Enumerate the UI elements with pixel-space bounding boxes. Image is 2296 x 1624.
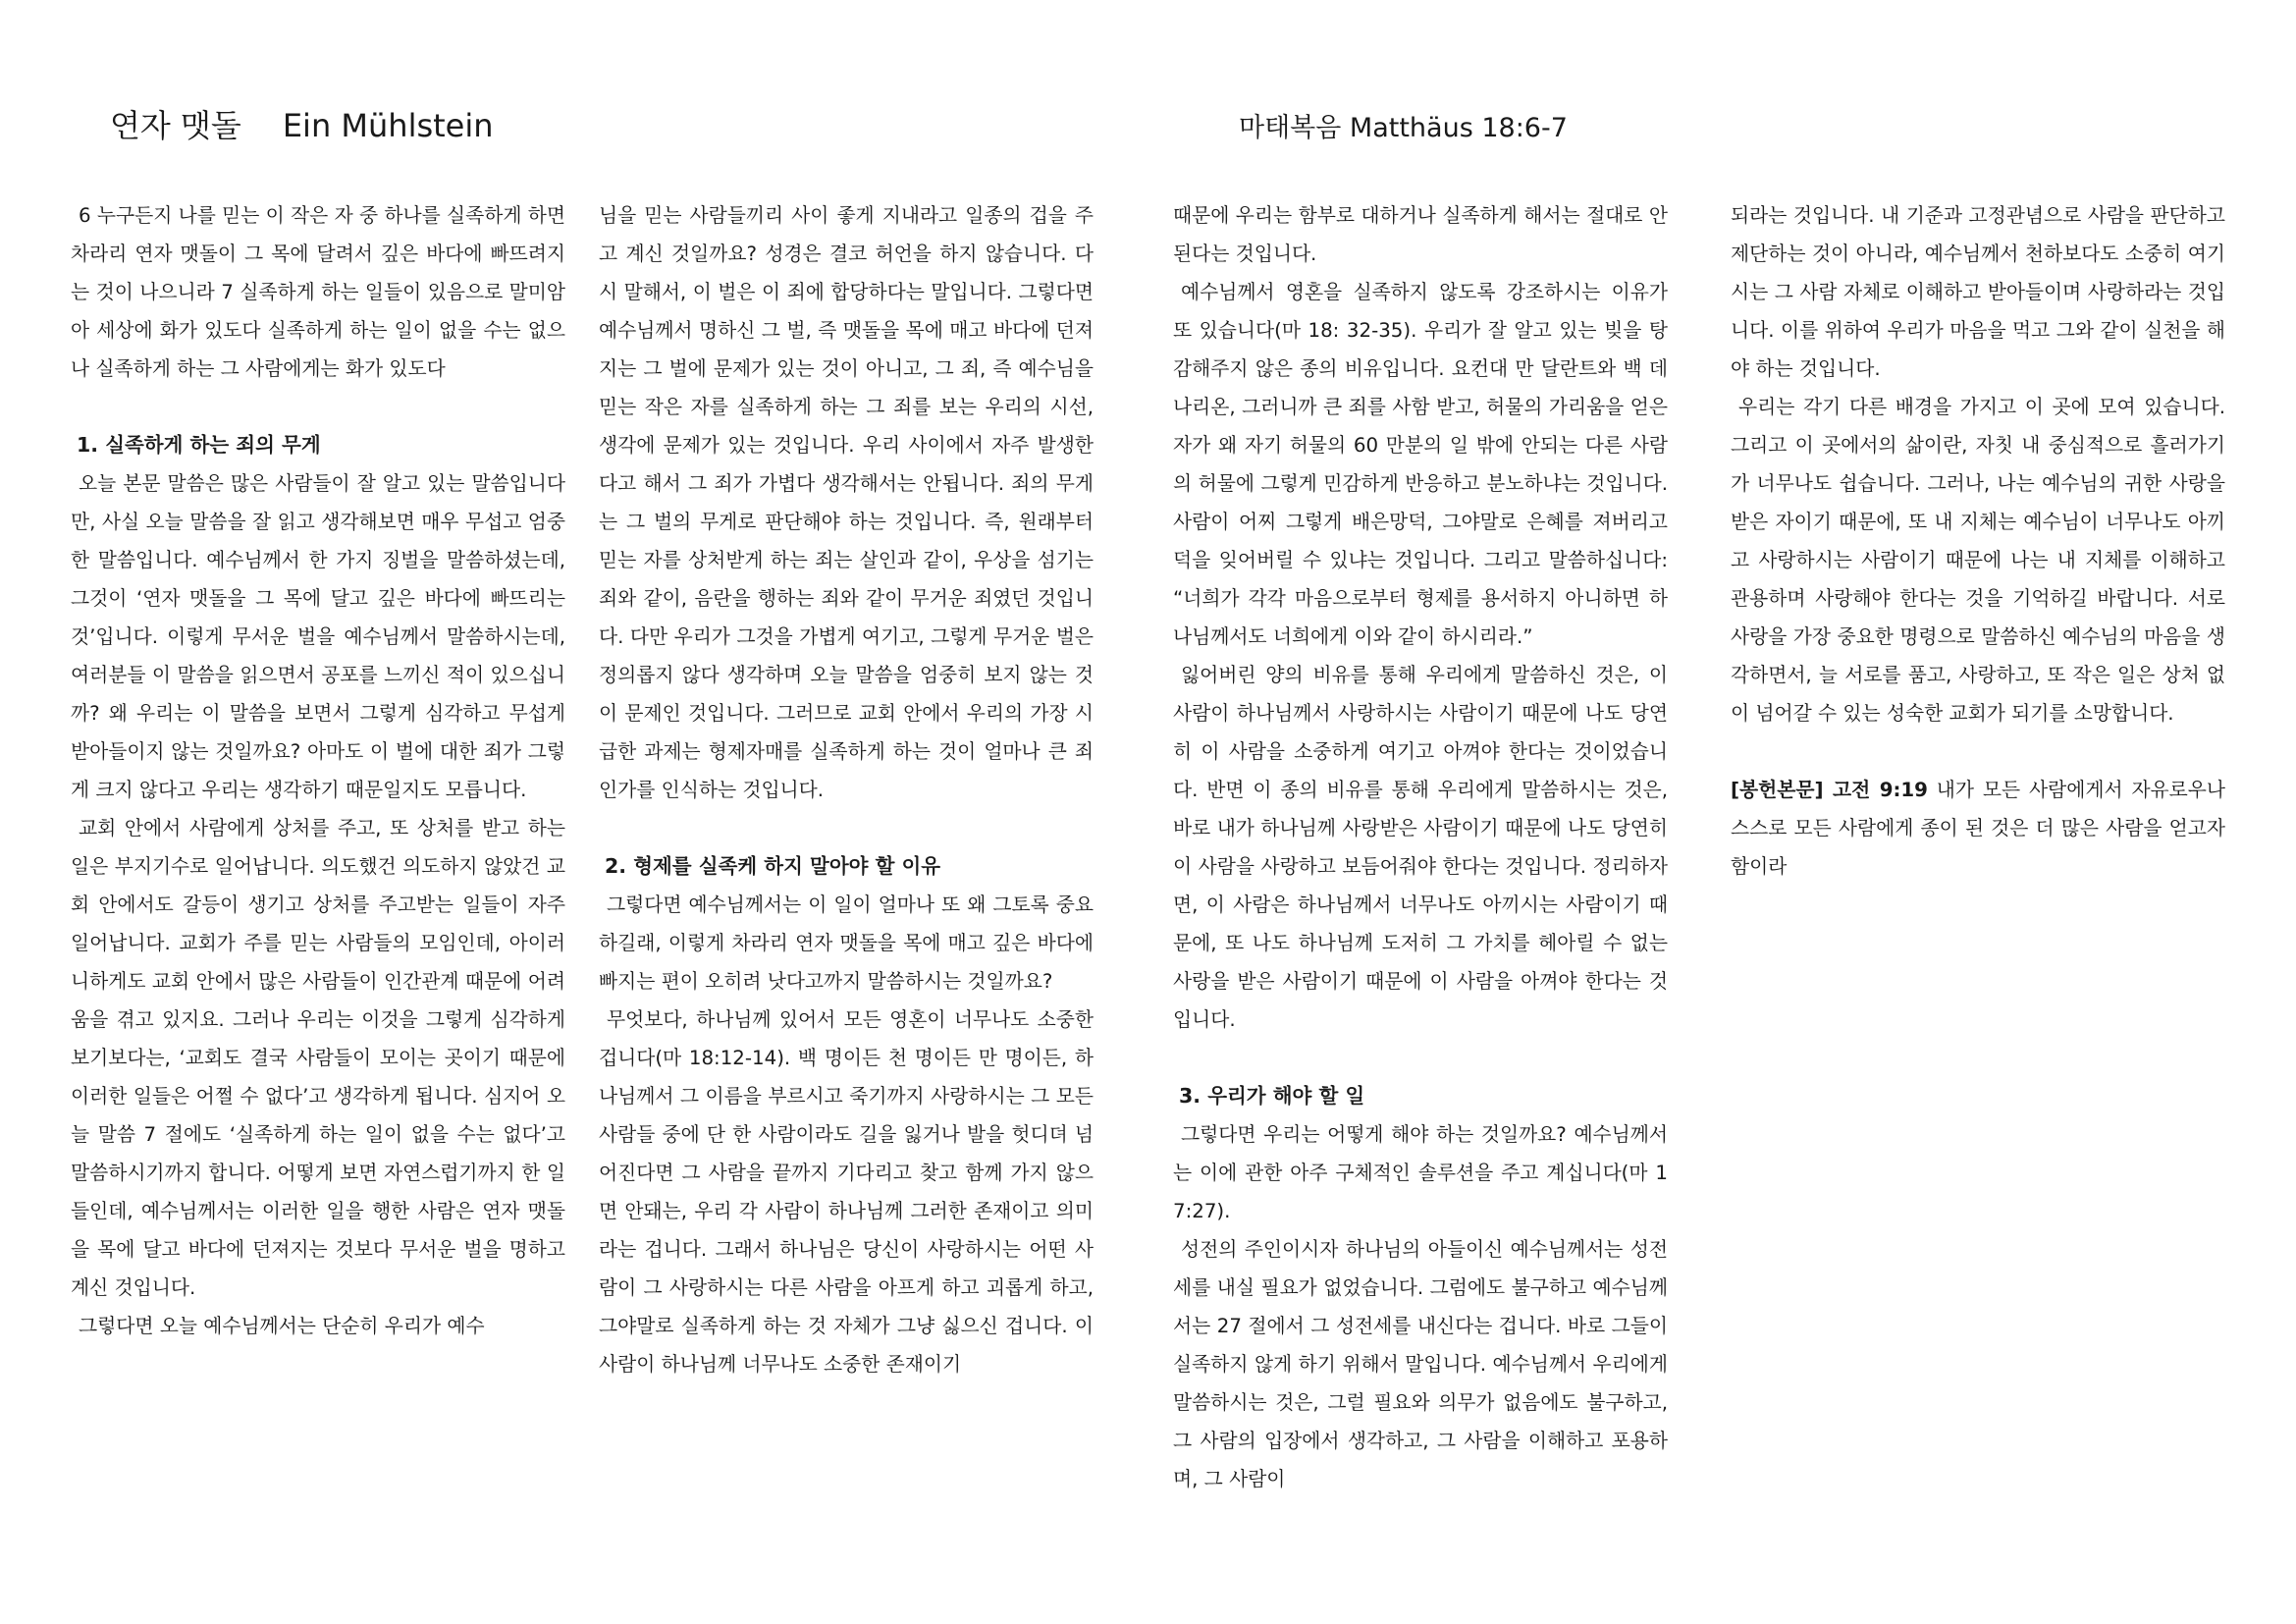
paragraph: 성전의 주인이시자 하나님의 아들이신 예수님께서는 성전세를 내실 필요가 없었습니다. 그럼에도 불구하고 예수님께서는 27 절에서 그 성전세를 내신다는 겁니다. 바로 그들이 실족하지 않게 하기 위해서 말입니다. 예수님께서 우리에게 말씀하시는 것은, 그럴 필요와 의무가 없음에도 불구하고, 그 사람의 입장에서 생각하고, 그 사람을 이해하고 포용하며, 그 사람이 xyxy=(1173,1238,1668,1490)
paragraph: 예수님께서 영혼을 실족하지 않도록 강조하시는 이유가 또 있습니다(마 18: 32-35). 우리가 잘 알고 있는 빚을 탕감해주지 않은 종의 비유입니다. 요컨대 만 달란트와 백 데나리온, 그러니까 큰 죄를 사함 받고, 허물의 가리움을 얻은 자가 왜 자기 허물의 60 만분의 일 밖에 안되는 다른 사람의 허물에 그렇게 민감하게 반응하고 분노하냐는 것입니다. 사람이 어찌 그렇게 배은망덕, 그야말로 은혜를 져버리고 덕을 잊어버릴 수 있냐는 것입니다. 그리고 말씀하십니다: “너희가 각각 마음으로부터 형제를 용서하지 아니하면 하나님께서도 너희에게 이와 같이 하시리라.” xyxy=(1173,281,1668,648)
offering-text: 내가 모든 사람에게서 자유로우나 스스로 모든 사람에게 종이 된 것은 더 많은 사람을 얻고자 함이라 xyxy=(1731,779,2225,878)
section-heading-2: 2. 형제를 실족케 하지 말아야 할 이유 xyxy=(605,854,941,878)
scripture-reference: 마태복음 Matthäus 18:6-7 xyxy=(1239,113,1568,143)
paragraph: 때문에 우리는 함부로 대하거나 실족하게 해서는 절대로 안된다는 것입니다. xyxy=(1173,204,1668,265)
paragraph: 그렇다면 우리는 어떻게 해야 하는 것일까요? 예수님께서는 이에 관한 아주 구체적인 솔루션을 주고 계십니다(마 17:27). xyxy=(1173,1123,1668,1222)
paragraph: 교회 안에서 사람에게 상처를 주고, 또 상처를 받고 하는 일은 부지기수로 일어납니다. 의도했건 의도하지 않았건 교회 안에서도 갈등이 생기고 상처를 주고받는 일들이 자주 일어납니다. 교회가 주를 믿는 사람들의 모임인데, 아이러니하게도 교회 안에서 많은 사람들이 인간관계 때문에 어려움을 겪고 있지요. 그러나 우리는 이것을 그렇게 심각하게 보기보다는, ‘교회도 결국 사람들이 모이는 곳이기 때문에 이러한 일들은 어쩔 수 없다’고 생각하게 됩니다. 심지어 오늘 말씀 7 절에도 ‘실족하게 하는 일이 없을 수는 없다’고 말씀하시기까지 합니다. 어떻게 보면 자연스럽기까지 한 일들인데, 예수님께서는 이러한 일을 행한 사람은 연자 맷돌을 목에 달고 바다에 던져지는 것보다 무서운 벌을 명하고 계신 것입니다. xyxy=(71,817,565,1299)
paragraph: 님을 믿는 사람들끼리 사이 좋게 지내라고 일종의 겁을 주고 계신 것일까요? 성경은 결코 허언을 하지 않습니다. 다시 말해서, 이 벌은 이 죄에 합당하다는 말입니다. 그렇다면 예수님께서 명하신 그 벌, 즉 맷돌을 목에 매고 바다에 던져지는 그 벌에 문제가 있는 것이 아니고, 그 죄, 즉 예수님을 믿는 작은 자를 실족하게 하는 그 죄를 보는 우리의 시선, 생각에 문제가 있는 것입니다. 우리 사이에서 자주 발생한다고 해서 그 죄가 가볍다 생각해서는 안됩니다. 죄의 무게는 그 벌의 무게로 판단해야 하는 것입니다. 즉, 원래부터 믿는 자를 상처받게 하는 죄는 살인과 같이, 우상을 섬기는 죄와 같이, 음란을 행하는 죄와 같이 무거운 죄였던 것입니다. 다만 우리가 그것을 가볍게 여기고, 그렇게 무거운 벌은 정의롭지 않다 생각하며 오늘 말씀을 엄중히 보지 않는 것이 문제인 것입니다. 그러므로 교회 안에서 우리의 가장 시급한 과제는 형제자매를 실족하게 하는 것이 얼마나 큰 죄인가를 인식하는 것입니다. xyxy=(599,204,1094,801)
paragraph: 우리는 각기 다른 배경을 가지고 이 곳에 모여 있습니다. 그리고 이 곳에서의 삶이란, 자칫 내 중심적으로 흘러가기가 너무나도 쉽습니다. 그러나, 나는 예수님의 귀한 사랑을 받은 자이기 때문에, 또 내 지체는 예수님이 너무나도 아끼고 사랑하시는 사람이기 때문에 나는 내 지체를 이해하고 관용하며 사랑해야 한다는 것을 기억하길 바랍니다. 서로 사랑을 가장 중요한 명령으로 말씀하신 예수님의 마음을 생각하면서, 늘 서로를 품고, 사랑하고, 또 작은 일은 상처 없이 넘어갈 수 있는 성숙한 교회가 되기를 소망합니다. xyxy=(1731,396,2225,725)
offering-passage xyxy=(1731,771,2225,886)
paragraph: 잃어버린 양의 비유를 통해 우리에게 말씀하신 것은, 이 사람이 하나님께서 사랑하시는 사람이기 때문에 나도 당연히 이 사람을 소중하게 여기고 아껴야 한다는 것이었습니다. 반면 이 종의 비유를 통해 우리에게 말씀하시는 것은, 바로 내가 하나님께 사랑받은 사람이기 때문에 나도 당연히 이 사람을 사랑하고 보듬어줘야 한다는 것입니다. 정리하자면, 이 사람은 하나님께서 너무나도 아끼시는 사람이기 때문에, 또 나도 하나님께 도저히 그 가치를 헤아릴 수 없는 사랑을 받은 사람이기 때문에 이 사람을 아껴야 한다는 것입니다. xyxy=(1173,664,1668,1031)
paragraph: 되라는 것입니다. 내 기준과 고정관념으로 사람을 판단하고 제단하는 것이 아니라, 예수님께서 천하보다도 소중히 여기시는 그 사람 자체로 이해하고 받아들이며 사랑하라는 것입니다. 이를 위하여 우리가 마음을 먹고 그와 같이 실천을 해야 하는 것입니다. xyxy=(1731,204,2225,380)
paragraph: 오늘 본문 말씀은 많은 사람들이 잘 알고 있는 말씀입니다만, 사실 오늘 말씀을 잘 읽고 생각해보면 매우 무섭고 엄중한 말씀입니다. 예수님께서 한 가지 징벌을 말씀하셨는데, 그것이 ‘연자 맷돌을 그 목에 달고 깊은 바다에 빠뜨리는 것’입니다. 이렇게 무서운 벌을 예수님께서 말씀하시는데, 여러분들 이 말씀을 읽으면서 공포를 느끼신 적이 있으십니까? 왜 우리는 이 말씀을 보면서 그렇게 심각하고 무섭게 받아들이지 않는 것일까요? 아마도 이 벌에 대한 죄가 그렇게 크지 않다고 우리는 생각하기 때문일지도 모릅니다. xyxy=(71,472,565,801)
offering-label: [봉헌본문] 고전 9:19 xyxy=(1731,779,1928,801)
column-1 xyxy=(71,196,565,1345)
column-4 xyxy=(1731,196,2225,886)
header-title xyxy=(110,101,494,146)
section-heading-1: 1. 실족하게 하는 죄의 무게 xyxy=(77,433,321,457)
scripture-text: 6 누구든지 나를 믿는 이 작은 자 중 하나를 실족하게 하면 차라리 연자 맷돌이 그 목에 달려서 깊은 바다에 빠뜨려지는 것이 나으니라 7 실족하게 하는 일들이 있음으로 말미암아 세상에 화가 있도다 실족하게 하는 일이 없을 수는 없으나 실족하게 하는 그 사람에게는 화가 있도다 xyxy=(71,204,565,380)
title-german: Ein Mühlstein xyxy=(282,107,494,144)
title-korean: 연자 맷돌 xyxy=(110,107,241,144)
column-3 xyxy=(1173,196,1668,1498)
paragraph: 무엇보다, 하나님께 있어서 모든 영혼이 너무나도 소중한 겁니다(마 18:12-14). 백 명이든 천 명이든 만 명이든, 하나님께서 그 이름을 부르시고 죽기까지 사랑하시는 그 모든 사람들 중에 단 한 사람이라도 길을 잃거나 발을 헛디뎌 넘어진다면 그 사람을 끝까지 기다리고 찾고 함께 가지 않으면 안돼는, 우리 각 사람이 하나님께 그러한 존재이고 의미라는 겁니다. 그래서 하나님은 당신이 사랑하시는 어떤 사람이 그 사랑하시는 다른 사람을 아프게 하고 괴롭게 하고, 그야말로 실족하게 하는 것 자체가 그냥 싫으신 겁니다. 이 사람이 하나님께 너무나도 소중한 존재이기 xyxy=(599,1008,1094,1376)
paragraph: 그렇다면 예수님께서는 이 일이 얼마나 또 왜 그토록 중요하길래, 이렇게 차라리 연자 맷돌을 목에 매고 깊은 바다에 빠지는 편이 오히려 낫다고까지 말씀하시는 것일까요? xyxy=(599,893,1094,993)
section-heading-3: 3. 우리가 해야 할 일 xyxy=(1179,1084,1365,1108)
paragraph: 그렇다면 오늘 예수님께서는 단순히 우리가 예수 xyxy=(79,1315,485,1337)
column-2 xyxy=(599,196,1094,1383)
